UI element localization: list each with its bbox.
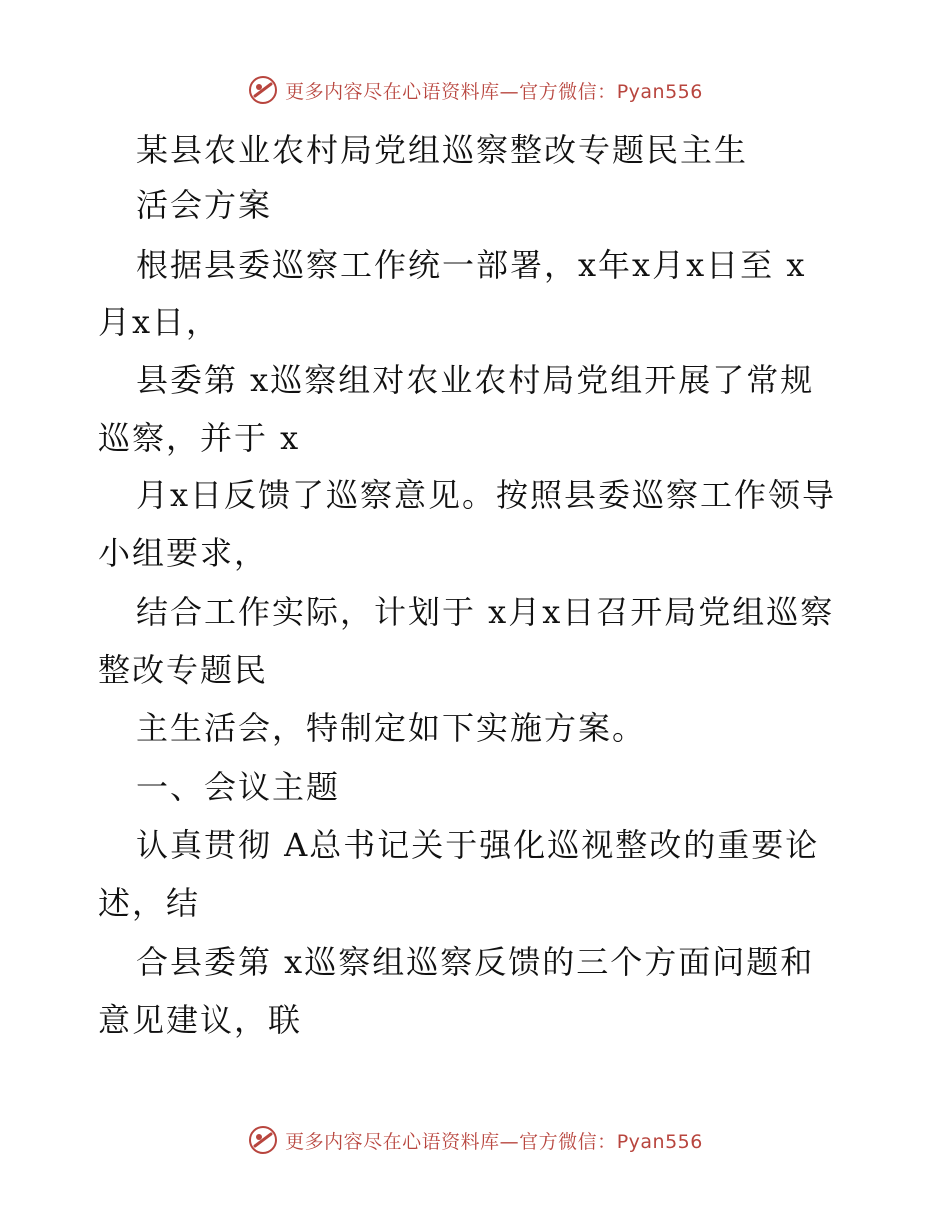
footer-banner-text — [285, 1127, 703, 1154]
doc-line: 根据县委巡察工作统一部署，x年x月x日至 x — [136, 246, 807, 284]
doc-line: 县委第 x巡察组对农业农村局党组开展了常规 — [136, 361, 815, 399]
doc-section-heading: 一、会议主题 — [136, 768, 341, 806]
logo-icon — [247, 74, 279, 106]
doc-line: 述，结 — [98, 884, 201, 922]
header-banner — [0, 70, 950, 110]
doc-line: 月x日， — [98, 303, 221, 341]
doc-line: 认真贯彻 A总书记关于强化巡视整改的重要论 — [136, 826, 820, 864]
doc-line: 整改专题民 — [98, 651, 269, 689]
footer-banner — [0, 1120, 950, 1160]
header-banner-sep: — — [499, 80, 520, 103]
doc-title-line-2: 活会方案 — [136, 186, 273, 224]
footer-banner-sep: — — [499, 1130, 520, 1153]
logo-icon — [247, 1124, 279, 1156]
doc-line: 小组要求， — [98, 534, 269, 572]
footer-banner-title: 更多内容尽在心语资料库 — [285, 1130, 500, 1153]
header-banner-label: 官方微信： — [519, 80, 617, 103]
footer-banner-id: Pyan556 — [616, 1130, 703, 1153]
doc-line: 结合工作实际，计划于 x月x日召开局党组巡察 — [136, 593, 835, 631]
doc-line: 主生活会，特制定如下实施方案。 — [136, 709, 647, 747]
doc-title-line-1: 某县农业农村局党组巡察整改专题民主生 — [136, 131, 749, 169]
doc-line: 合县委第 x巡察组巡察反馈的三个方面问题和 — [136, 943, 815, 981]
doc-line: 月x日反馈了巡察意见。按照县委巡察工作领导 — [136, 476, 837, 514]
header-banner-id: Pyan556 — [616, 80, 703, 103]
doc-line: 意见建议，联 — [98, 1001, 303, 1039]
footer-banner-label: 官方微信： — [519, 1130, 617, 1153]
header-banner-title: 更多内容尽在心语资料库 — [285, 80, 500, 103]
doc-line: 巡察，并于 x — [98, 419, 301, 457]
header-banner-text — [285, 77, 703, 104]
